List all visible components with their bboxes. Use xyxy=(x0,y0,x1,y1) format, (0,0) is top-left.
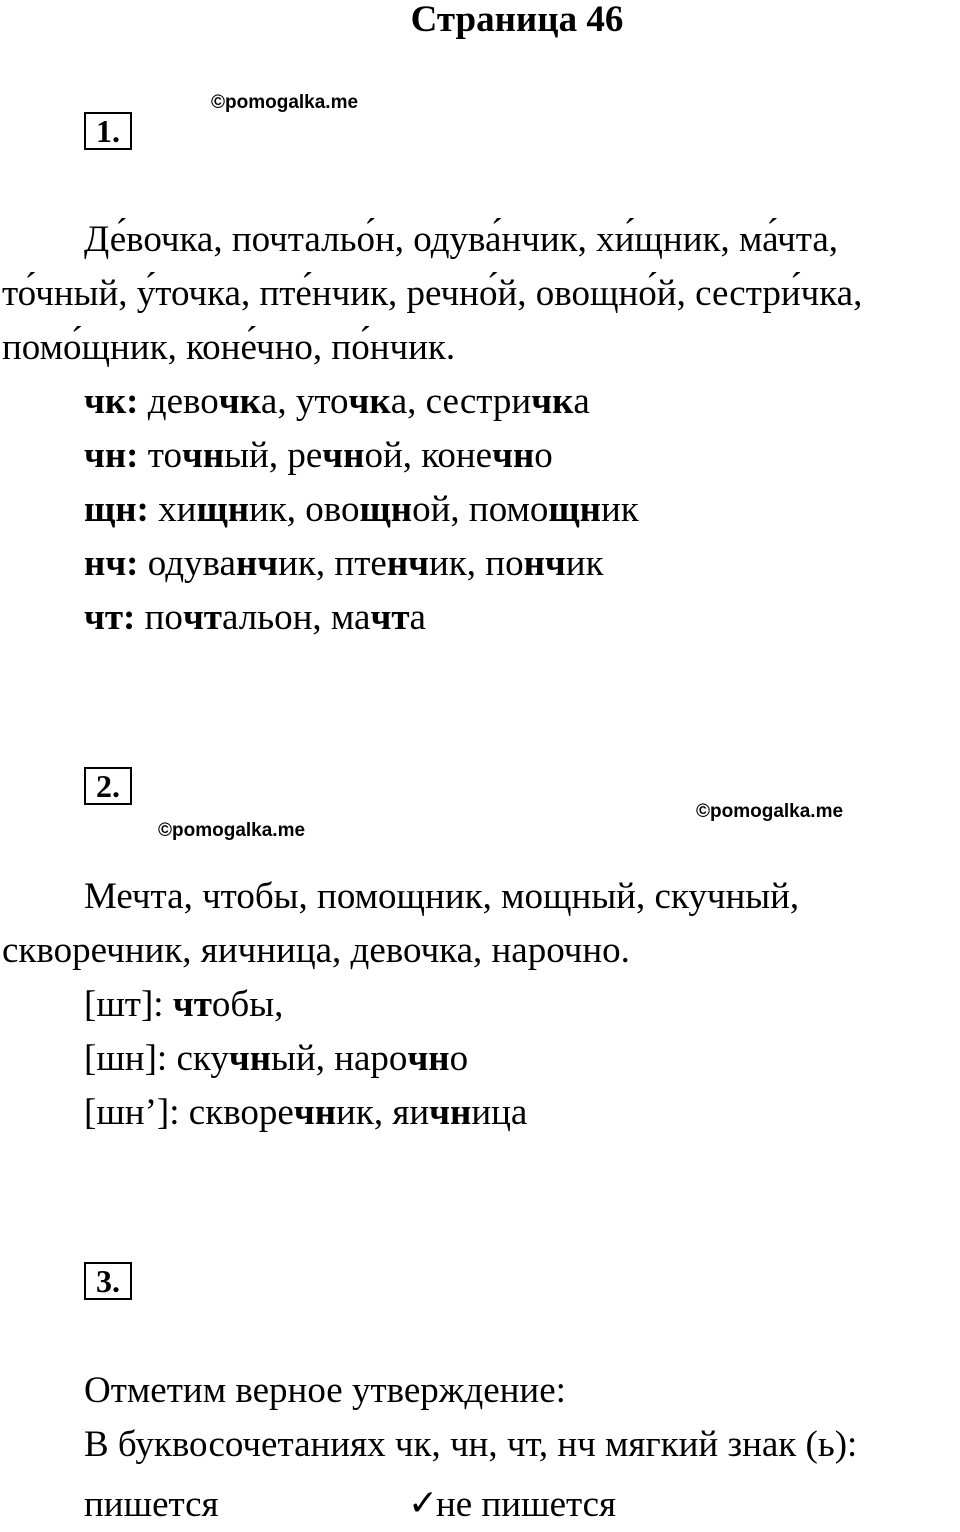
task-1-group-0: чк: девочка, уточка, сестричка xyxy=(84,381,590,422)
word: птенчик xyxy=(334,543,467,584)
check-mark-icon: ✓ xyxy=(408,1483,439,1523)
task-3-option-b: не пишется xyxy=(436,1484,617,1525)
task-3-number xyxy=(84,1262,132,1300)
task-1-group-3: нч: одуванчик, птенчик, пончик xyxy=(84,543,604,584)
word: уточка xyxy=(295,381,408,422)
word: речной xyxy=(287,435,403,476)
watermark-3: ©pomogalka.me xyxy=(696,801,844,822)
group-label: [шн]: xyxy=(84,1038,168,1079)
word: скворечник xyxy=(188,1092,374,1133)
task-2-words: Мечта, чтобы, помощник, мощный, скучный, скворечник, яичница, девочка, нарочно. xyxy=(2,876,800,971)
word: одуванчик xyxy=(147,543,316,584)
task-3-prompt: Отметим верное утверждение: xyxy=(84,1370,566,1411)
group-label: чк: xyxy=(84,381,139,422)
task-2-number xyxy=(84,767,132,805)
task-1-words: Де́вочка, почтальо́н, одува́нчик, хи́щник, ма́чта, то́чный, у́точка, пте́нчик, речно́й, овощно́й, сестри́чка, помо́щник, коне́чно, по́нчик. xyxy=(2,219,863,368)
group-label: щн: xyxy=(84,489,149,530)
word: скучный xyxy=(176,1038,316,1079)
group-label: [шн’]: xyxy=(84,1092,180,1133)
word: мачта xyxy=(330,597,426,638)
task-2-group-2: [шн’]: скворечник, яичница xyxy=(84,1092,528,1133)
group-label: чн: xyxy=(84,435,139,476)
word: пончик xyxy=(485,543,604,584)
task-1-group-1: чн: точный, речной, конечно xyxy=(84,435,553,476)
word: сестричка xyxy=(425,381,590,422)
task-1-group-4: чт: почтальон, мачта xyxy=(84,597,426,638)
word: овощной xyxy=(305,489,451,530)
word: нарочно xyxy=(334,1038,469,1079)
word: чтобы xyxy=(172,984,275,1025)
word: хищник xyxy=(158,489,287,530)
task-1-group-2: щн: хищник, овощной, помощник xyxy=(84,489,639,530)
watermark-1: ©pomogalka.me xyxy=(211,92,359,113)
word: девочка xyxy=(147,381,278,422)
task-2-group-0: [шт]: чтобы, xyxy=(84,984,284,1025)
task-2-group-1: [шн]: скучный, нарочно xyxy=(84,1038,469,1079)
task-3-number-text: 3. xyxy=(96,1263,120,1299)
word: почтальон xyxy=(144,597,313,638)
word: помощник xyxy=(468,489,639,530)
group-label: [шт]: xyxy=(84,984,164,1025)
group-label: чт: xyxy=(84,597,136,638)
group-label: нч: xyxy=(84,543,139,584)
word: точный xyxy=(147,435,269,476)
page-title: Страница 46 xyxy=(410,0,624,40)
task-1-number-text: 1. xyxy=(96,113,120,149)
task-3-option-a: пишется xyxy=(84,1484,219,1525)
task-1-number xyxy=(84,112,132,150)
word: конечно xyxy=(421,435,553,476)
task-3-statement: В буквосочетаниях чк, чн, чт, нч мягкий знак (ь): xyxy=(84,1424,858,1465)
word: яичница xyxy=(392,1092,528,1133)
task-2-number-text: 2. xyxy=(96,768,120,804)
watermark-2: ©pomogalka.me xyxy=(158,820,306,841)
